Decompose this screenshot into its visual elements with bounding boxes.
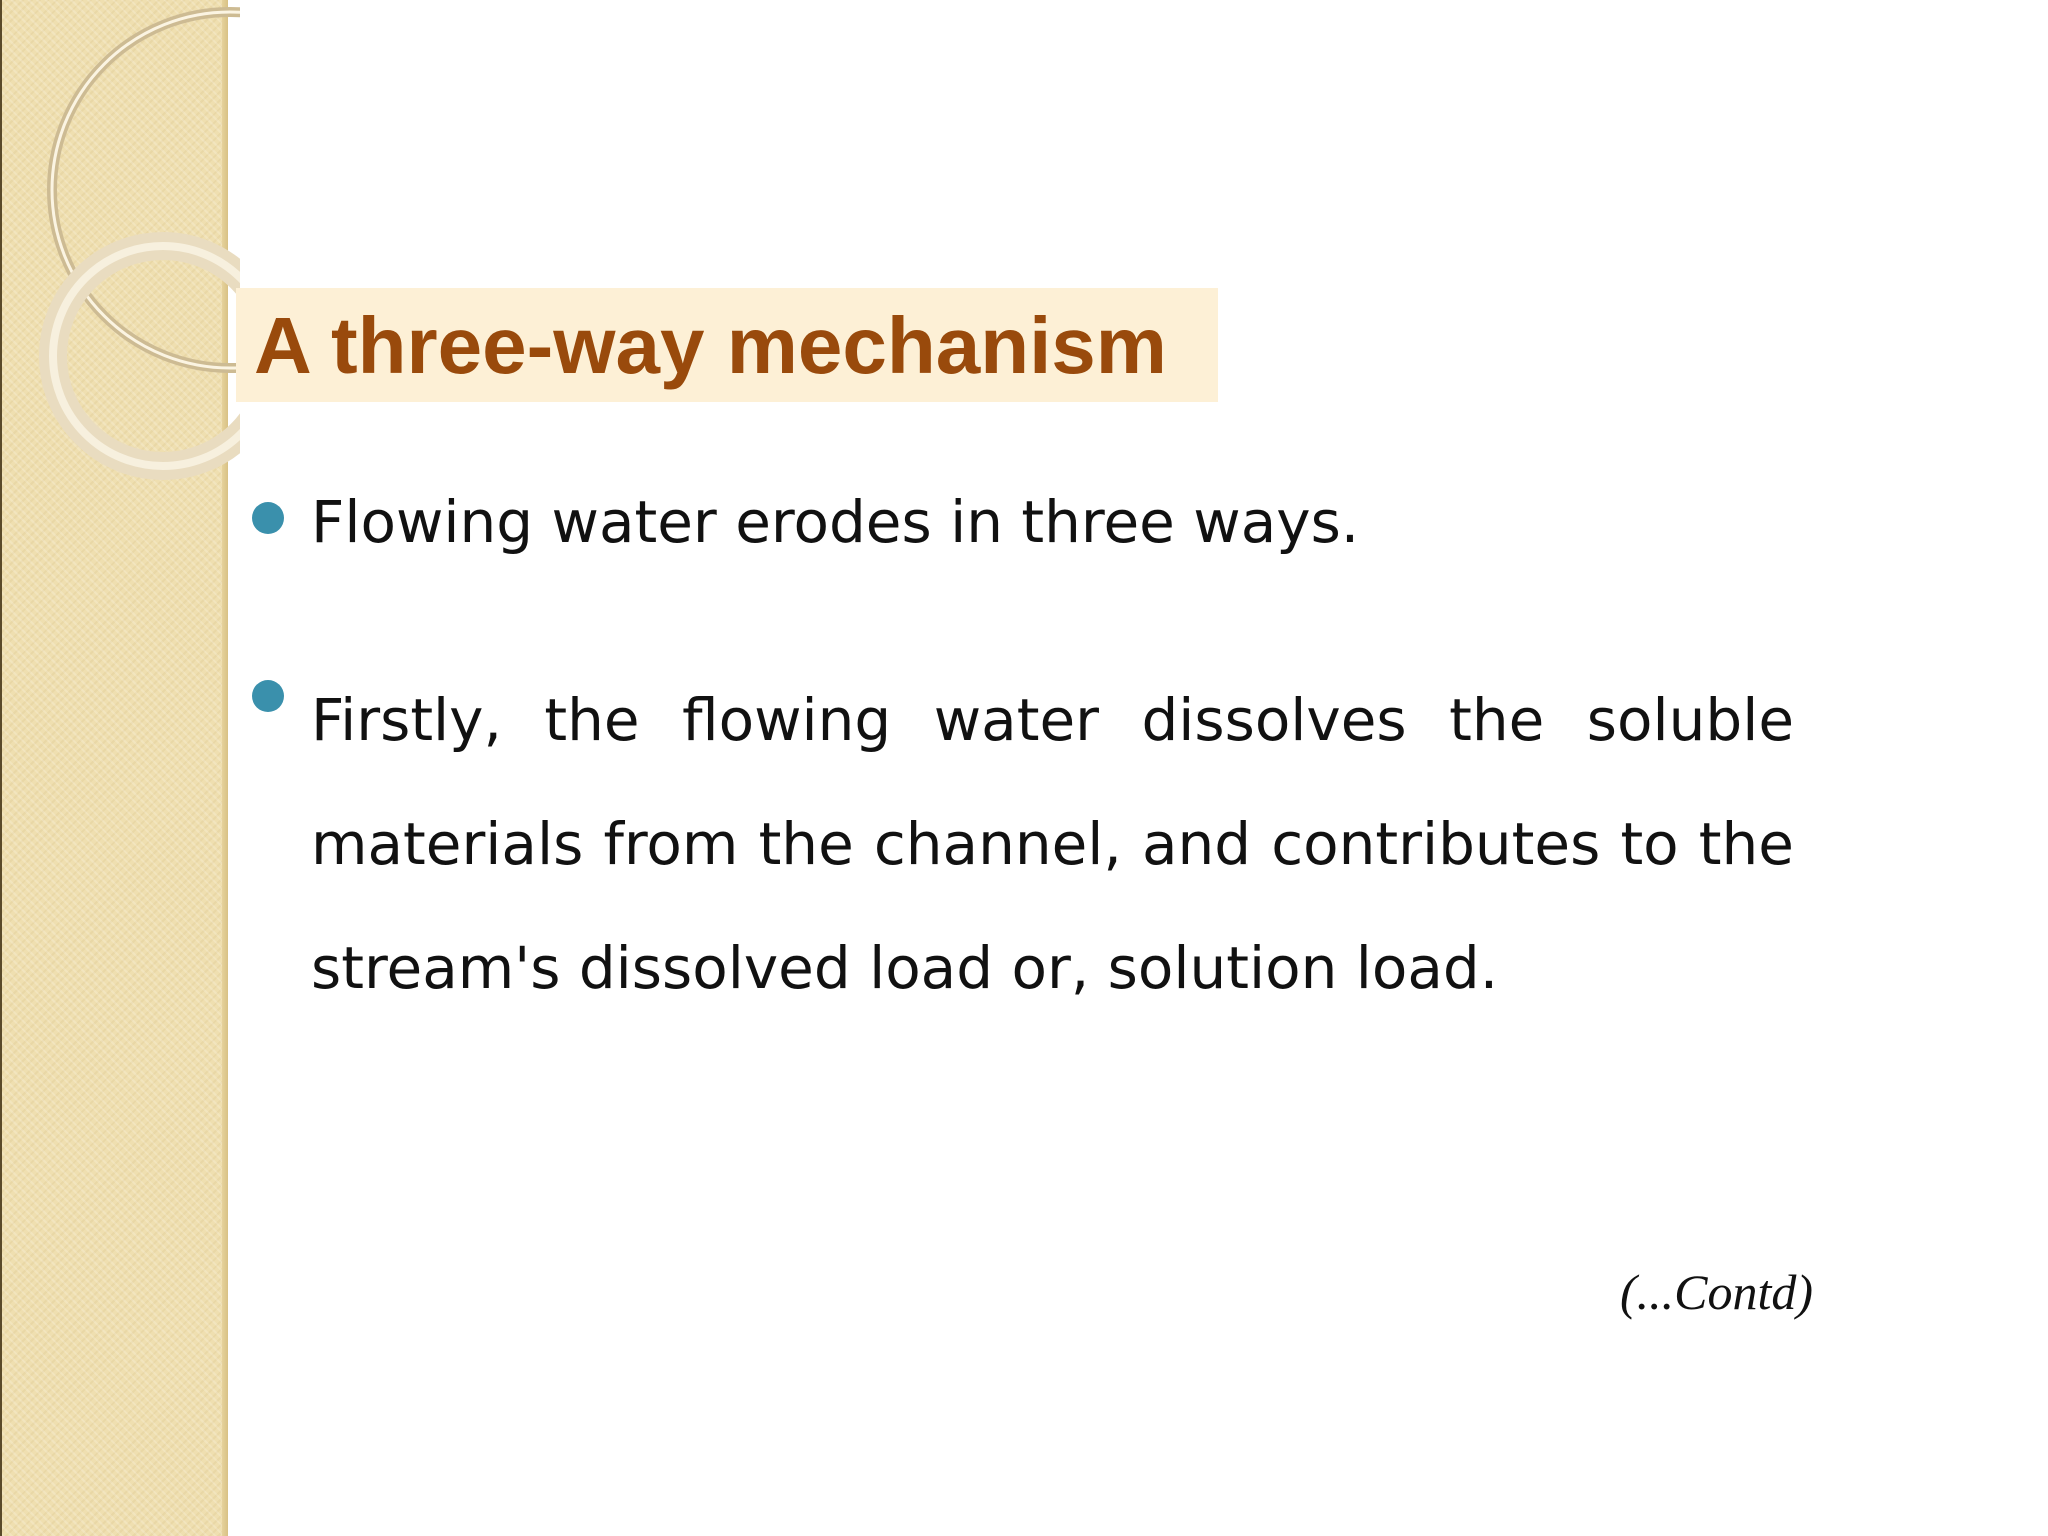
bullet-dot-icon	[252, 680, 284, 712]
continued-note: (...Contd)	[1620, 1264, 1814, 1320]
slide-title: A three-way mechanism	[254, 301, 1167, 390]
bullet-dot-icon	[252, 502, 284, 534]
large-ring-highlight	[52, 12, 240, 368]
bullet-item-1: Flowing water erodes in three ways.	[311, 488, 1360, 556]
large-ring	[52, 12, 240, 368]
small-ring-highlight	[53, 246, 240, 466]
decorative-rings	[0, 0, 240, 500]
bullet-item-2: Firstly, the flowing water dissolves the soluble materials from the channel, and contributes to the stream's dissolved load or, solution load.	[311, 686, 1794, 1002]
